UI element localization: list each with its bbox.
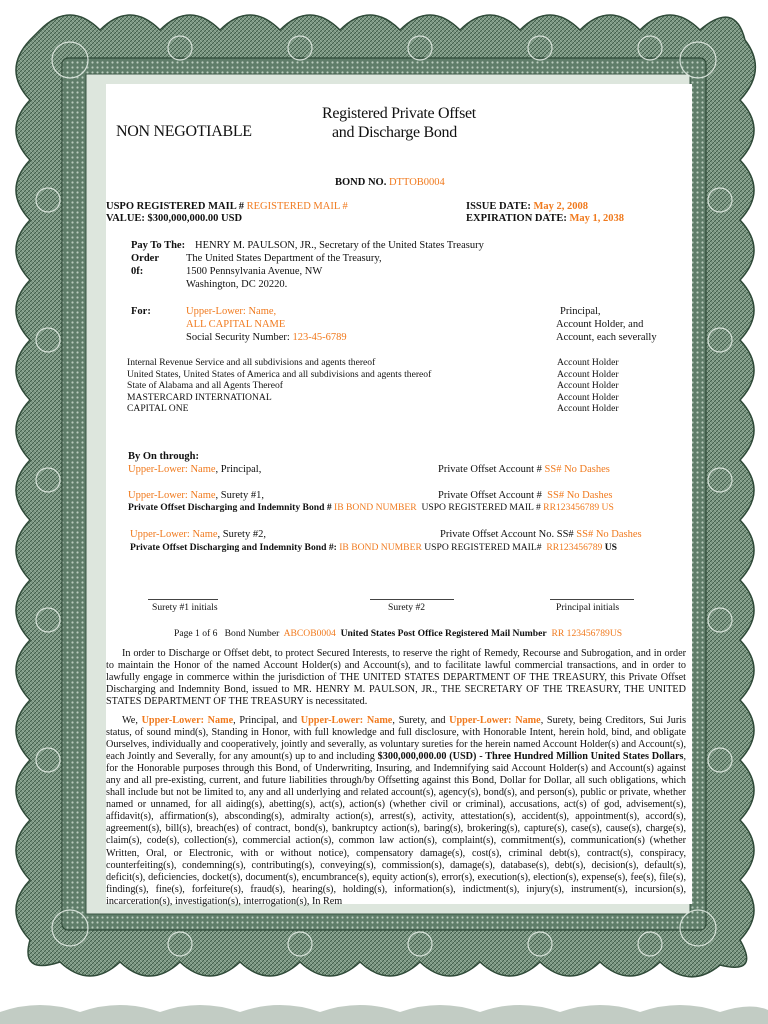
order-label: Order — [131, 253, 159, 264]
surety2-label: Surety #2 — [388, 602, 426, 613]
signature-line-surety1 — [148, 599, 218, 600]
holder-role: Account Holder — [557, 403, 619, 414]
title-line-1: Registered Private Offset — [322, 105, 476, 122]
for-label: For: — [131, 306, 151, 317]
holder-role: Account Holder — [557, 369, 619, 380]
address-line-1: The United States Department of the Treasury, — [186, 253, 382, 264]
non-negotiable-label: NON NEGOTIABLE — [116, 123, 252, 140]
for-caps-name: ALL CAPITAL NAME — [186, 319, 286, 330]
principal-line: Upper-Lower: Name, Principal, — [128, 464, 262, 475]
holder-name: MASTERCARD INTERNATIONAL — [127, 392, 272, 403]
surety1-account-line: Private Offset Account # SS# No Dashes — [438, 490, 613, 501]
holder-name: Internal Revenue Service and all subdivisions and agents thereof — [127, 357, 376, 368]
ssn-line: Social Security Number: 123-45-6789 — [186, 332, 347, 343]
surety2-account-line: Private Offset Account No. SS# SS# No Dashes — [440, 529, 642, 540]
holder-name: State of Alabama and all Agents Thereof — [127, 380, 283, 391]
address-line-3: Washington, DC 20220. — [186, 279, 288, 290]
ssn-value: 123-45-6789 — [292, 332, 347, 343]
holder-role: Account Holder — [557, 357, 619, 368]
surety2-line: Upper-Lower: Name, Surety #2, — [130, 529, 266, 540]
surety1-line: Upper-Lower: Name, Surety #1, — [128, 490, 264, 501]
principal-initials-label: Principal initials — [556, 602, 620, 613]
expiration-date-line: EXPIRATION DATE: May 1, 2038 — [466, 213, 624, 224]
issue-date-line: ISSUE DATE: May 2, 2008 — [466, 201, 589, 212]
for-role-1: Principal, — [560, 306, 601, 317]
body-paragraph-2: We, Upper-Lower: Name, Principal, and Upper-Lower: Name, Surety, and Upper-Lower: Name, Surety, being Creditors, Sui Juris status, of sound mind(s), Standing in Honor, with full knowledge and full disclosure, with Honorable Intent, herein hold, bind, and obligate Ourselves, individually and cooperatively, jointly and severally, as voluntary sureties for the herein named Account Holder(s) and Account(s), each Jointly and Severally, for any amount(s) up to and including $300,000,000.00 (USD) - Three Hundred Million United States Dollars, for the Honorable purposes through this Bond, of Underwriting, Insuring, and Indemnifying said Account Holder(s) and Account(s) against any and all pre-existing, current, and future liabilities through/by Offsetting against this Bond, Dollar for Dollar, all such obligations, which shall include but not be limited to, any and all underlying and related account(s), agency(s), bond(s), and person(s), public or private, whether named or unnamed, for all aiding(s), abetting(s), act(s), action(s) (whether civil or criminal), accusations, act(s) of god, advisement(s), affidavit(s), affirmation(s), absconding(s), admiralty action(s), arrest(s), activity, attestation(s), accident(s), appointment(s), accord(s), agreement(s), bill(s), breach(es) of contract, bond(s), bankruptcy action(s), baring(s), brokering(s), capture(s), case(s), cause(s), charge(s), claim(s), code(s), collection(s), commercial action(s), common law action(s), complaint(s), commitment(s), communication(s) (whether Written, Oral, or Electronic, with or without notice), compensatory damage(s), cost(s), criminal debt(s), contract(s), conspiracy, counterfeiting(s), condemning(s), contributing(s), conveying(s), commission(s), damage(s), database(s), debt(s), decision(s), default(s), deficit(s), deficiencies, docket(s), document(s), encumbrance(s), equity action(s), error(s), execution(s), election(s), expense(s), fee(s), file(s), finding(s), fine(s), forfeiture(s), fraud(s), hearing(s), holding(s), information(s), indictment(s), injury(s), instrument(s), incursion(s), incarceration(s), investigation(s), interrogation(s), In Rem — [106, 715, 687, 907]
for-role-2: Account Holder, and — [556, 319, 644, 330]
registered-mail-value: REGISTERED MAIL # — [246, 201, 348, 212]
surety2-bond-line: Private Offset Discharging and Indemnity Bond #: IB BOND NUMBER USPO REGISTERED MAIL# RR123456789 US — [130, 542, 617, 553]
page-footer-line: Page 1 of 6 Bond Number ABCOB0004 United States Post Office Registered Mail Number RR 123456789US — [174, 628, 623, 639]
issue-date-value: May 2, 2008 — [533, 201, 589, 212]
for-role-3: Account, each severally — [556, 332, 657, 343]
pay-to-label: Pay To The: — [131, 240, 186, 251]
bond-number-line: BOND NO. DTTOB0004 — [335, 177, 445, 188]
holder-role: Account Holder — [557, 392, 619, 403]
body-paragraph-1: In order to Discharge or Offset debt, to protect Secured Interests, to reserve the right of Remedy, Recourse and Subrogation, and in order to maintain the Honor of the named Account Holder(s) and Account(s), and to facilitate lawful commercial transactions, and in order to lawfully engage in commerce within the jurisdiction of THE UNITED STATES DEPARTMENT OF THE TREASURY, this Private Offset Discharging and Indemnity Bond, issued to MR. HENRY M. PAULSON, JR., THE SECRETARY OF THE TREASURY, THE UNITED STATES DEPARTMENT OF THE TREASURY is necessitated. — [106, 648, 686, 708]
value-line: VALUE: $300,000,000.00 USD — [106, 213, 243, 224]
for-name: Upper-Lower: Name, — [186, 306, 277, 317]
pay-to-value: HENRY M. PAULSON, JR., Secretary of the United States Treasury — [195, 240, 484, 251]
expiration-date-value: May 1, 2038 — [569, 213, 624, 224]
of-label: 0f: — [131, 266, 144, 277]
holder-name: United States, United States of America and all subdivisions and agents thereof — [127, 369, 432, 380]
bond-number-value: DTTOB0004 — [388, 177, 445, 188]
surety1-initials-label: Surety #1 initials — [152, 602, 218, 613]
address-line-2: 1500 Pennsylvania Avenue, NW — [186, 266, 323, 277]
surety1-bond-line: Private Offset Discharging and Indemnity Bond # IB BOND NUMBER USPO REGISTERED MAIL # RR123456789 US — [128, 502, 614, 513]
by-on-through-label: By On through: — [128, 451, 199, 462]
title-line-2: and Discharge Bond — [332, 124, 457, 141]
registered-mail-line: USPO REGISTERED MAIL # REGISTERED MAIL # — [106, 201, 348, 212]
principal-account-line: Private Offset Account # SS# No Dashes — [438, 464, 610, 475]
signature-line-surety2 — [370, 599, 454, 600]
holder-role: Account Holder — [557, 380, 619, 391]
holder-name: CAPITAL ONE — [127, 403, 189, 414]
signature-line-principal — [550, 599, 634, 600]
